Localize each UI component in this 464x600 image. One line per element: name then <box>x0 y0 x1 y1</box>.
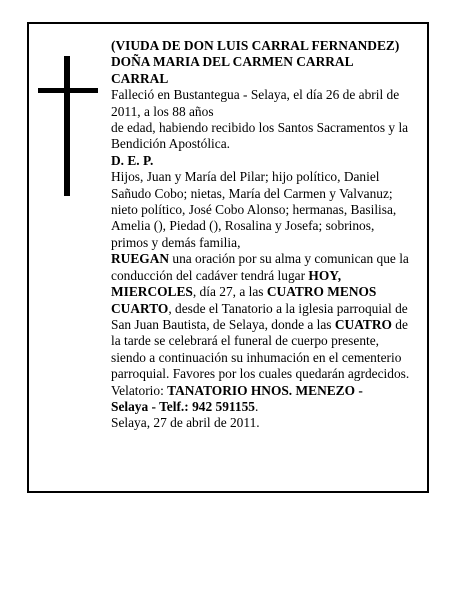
text-segment: de edad, habiendo recibido los Santos Sacramentos y la <box>111 120 409 136</box>
bold-segment: CUARTO <box>111 300 169 316</box>
text-segment: , día 27, a las <box>192 284 267 300</box>
text-line <box>111 87 423 103</box>
bold-segment: (VIUDA DE DON LUIS CARRAL FERNANDEZ) <box>111 38 400 53</box>
text-line <box>111 153 423 169</box>
text-line <box>111 251 423 267</box>
text-line <box>111 202 423 218</box>
text-segment: . <box>254 398 259 414</box>
bold-segment: TANATORIO HNOS. MENEZO - <box>167 382 363 398</box>
text-line <box>111 71 423 87</box>
text-line <box>111 301 423 317</box>
bold-segment: CUATRO <box>334 316 392 332</box>
bold-segment: RUEGAN <box>111 251 170 267</box>
text-line <box>111 333 423 349</box>
bold-segment: DOÑA MARIA DEL CARMEN CARRAL <box>111 54 354 70</box>
text-segment: nieto político, José Cobo Alonso; hermanas, Basilisa, <box>111 202 397 218</box>
text-line <box>111 120 423 136</box>
text-segment: de <box>391 316 408 332</box>
text-segment: Selaya, 27 de abril de 2011. <box>111 415 260 431</box>
obituary-text <box>111 38 423 432</box>
cross-vertical-bar <box>64 56 70 196</box>
text-segment: San Juan Bautista, de Selaya, donde a las <box>111 316 335 332</box>
text-line <box>111 284 423 300</box>
text-segment: siendo a continuación su inhumación en el cementerio <box>111 349 402 365</box>
bold-segment: CARRAL <box>111 70 169 86</box>
text-line <box>111 136 423 152</box>
text-segment: Sañudo Cobo; nietas, María del Carmen y Valvanuz; <box>111 185 393 201</box>
text-segment: primos y demás familia, <box>111 234 241 250</box>
text-segment: Bendición Apostólica. <box>111 136 231 152</box>
text-segment: la tarde se celebrará el funeral de cuerpo presente, <box>111 333 380 349</box>
text-line <box>111 350 423 366</box>
text-segment: Hijos, Juan y María del Pilar; hijo político, Daniel <box>111 169 380 185</box>
text-line <box>111 235 423 251</box>
text-line <box>111 268 423 284</box>
text-line <box>111 169 423 185</box>
bold-segment: MIERCOLES <box>111 284 193 300</box>
cross-horizontal-bar <box>38 88 98 93</box>
text-segment: una oración por su alma y comunican que la <box>169 251 409 267</box>
text-line <box>111 415 423 431</box>
text-segment: conducción del cadáver tendrá lugar <box>111 267 309 283</box>
text-segment: Velatorio: <box>111 382 168 398</box>
text-segment: Falleció en Bustantegua - Selaya, el día 26 de abril de <box>111 87 400 103</box>
bold-segment: HOY, <box>308 267 342 283</box>
text-line <box>111 399 423 415</box>
bold-segment: CUATRO MENOS <box>266 284 377 300</box>
text-line <box>111 104 423 120</box>
text-segment: , desde el Tanatorio a la iglesia parroquial de <box>168 300 408 316</box>
text-line <box>111 186 423 202</box>
text-line <box>111 383 423 399</box>
text-segment: 2011, a los 88 años <box>111 103 214 119</box>
text-segment: parroquial. Favores por los cuales quedarán agrdecidos. <box>111 366 410 382</box>
text-line <box>111 38 423 54</box>
text-segment: Amelia (), Piedad (), Rosalina y Josefa; sobrinos, <box>111 218 375 234</box>
text-line <box>111 366 423 382</box>
text-line <box>111 54 423 70</box>
text-line <box>111 317 423 333</box>
bold-segment: Selaya - Telf.: 942 591155 <box>111 398 255 414</box>
cross-icon <box>38 56 98 196</box>
bold-segment: D. E. P. <box>111 152 154 168</box>
text-line <box>111 218 423 234</box>
